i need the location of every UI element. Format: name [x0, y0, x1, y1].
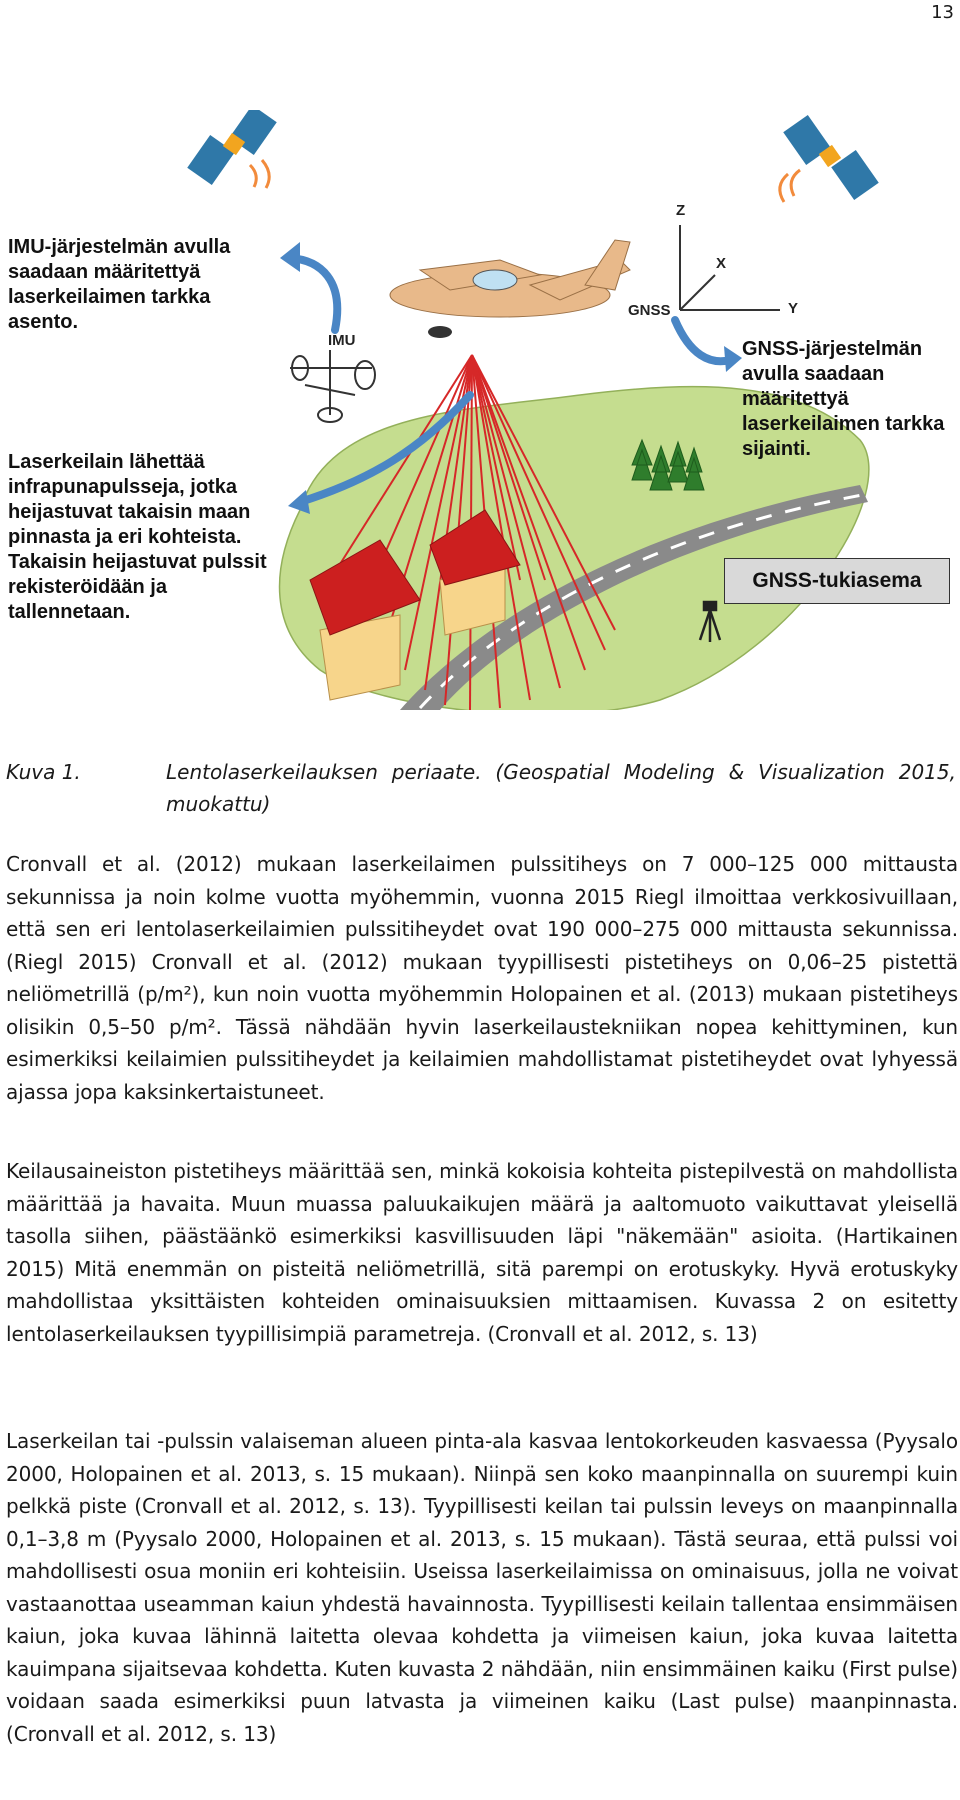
axis-system — [680, 225, 780, 310]
airplane — [390, 240, 630, 338]
satellite-right — [780, 115, 879, 202]
imu-gimbal — [290, 350, 375, 422]
page-number: 13 — [931, 2, 954, 23]
lidar-figure — [0, 110, 960, 710]
paragraph-3: Laserkeilan tai -pulssin valaiseman alueen pinta-ala kasvaa lentokorkeuden kasvaessa (Pyysalo 2000, Holopainen et al. 2013, s. 15 mukaan). Niinpä sen koko maanpinnalla on suurempi kuin pelkkä piste (Cronvall et al. 2012, s. 13). Tyypillisesti keilan tai pulssin leveys on maanpinnalla 0,1–3,8 m (Pyysalo 2000, Holopainen et al. 2013, s. 15 mukaan). Tästä seuraa, että pulssi voi mahdollisesti osua moniin eri kohteisiin. Useissa laserkeilaimissa on ominaisuus, jolla ne voivat vastaanottaa useamman kaiun yhdestä havainnosta. Tyypillisesti keilain tallentaa ensimmäisen kaiun, joka kuvaa lähinnä laitetta olevaa kohdetta ja viimeisen kaiun, joka kuvaa laitetta kauimpana sijaitsevaa kohdetta. Kuten kuvasta 2 nähdään, niin ensimmäinen kaiku (First pulse) voidaan saada esimerkiksi puun latvasta ja viimeinen kaiku (Last pulse) maanpinnasta. (Cronvall et al. 2012, s. 13) — [6, 1429, 958, 1746]
caption-text: Lentolaserkeilauksen periaate. (Geospatial Modeling & Visualization 2015, muokattu) — [166, 760, 956, 816]
axis-x-label: X — [716, 255, 727, 272]
axis-z-label: Z — [676, 202, 686, 219]
imu-description: IMU-järjestelmän avulla saadaan määritettyä laserkeilaimen tarkka asento. — [8, 236, 231, 333]
gnss-label: GNSS — [628, 302, 671, 319]
laser-description: Laserkeilain lähettää infrapunapulsseja, jotka heijastuvat takaisin maan pinnasta ja eri kohteista. Takaisin heijastuvat pulssit rekisteröidään ja tallennetaan. — [8, 451, 267, 623]
satellite-left — [187, 110, 277, 188]
imu-label: IMU — [328, 332, 356, 349]
axis-y-label: Y — [788, 300, 799, 317]
paragraph-1: Cronvall et al. (2012) mukaan laserkeilaimen pulssitiheys on 7 000–125 000 mittausta sekunnissa ja noin kolme vuotta myöhemmin, vuonna 2015 Riegl ilmoittaa verkkosivuillaan, että sen eri lentolaserkeilaimien pulssitiheydet ovat 190 000–275 000 mittausta sekunnissa. (Riegl 2015) Cronvall et al. (2012) mukaan tyypillisesti pistetiheys on 0,06–25 pistettä neliömetrillä (p/m²), kun noin vuotta myöhemmin Holopainen et al. (2013) mukaan pistetiheys olisikin 0,5–50 p/m². Tässä nähdään hyvin laserkeilaustekniikan nopea kehittyminen, kun esimerkiksi keilaimien pulssitiheydet ja keilaimien mahdollistamat pistetiheydet ovat lyhyessä ajassa jopa kaksinkertaistuneet. — [6, 852, 958, 1104]
base-station-label: GNSS-tukiasema — [724, 558, 950, 604]
paragraph-2: Keilausaineiston pistetiheys määrittää sen, minkä kokoisia kohteita pistepilvestä on mahdollista määrittää ja havaita. Muun muassa paluukaikujen määrä ja aaltomuoto vaikuttavat yleisellä tasolla siihen, päästäänkö esimerkiksi kasvillisuuden läpi "näkemään" asioita. (Hartikainen 2015) Mitä enemmän on pisteitä neliömetrillä, sitä parempi on erotuskyky. Hyvä erotuskyky mahdollistaa yksittäisten kohteiden ominaisuuksien mittaamisen. Kuvassa 2 on esitetty lentolaserkeilauksen tyypillisimpiä parametreja. (Cronvall et al. 2012, s. 13) — [6, 1159, 958, 1346]
gnss-description: GNSS-järjestelmän avulla saadaan määritettyä laserkeilaimen tarkka sijainti. — [742, 338, 945, 460]
caption-label: Kuva 1. — [6, 760, 81, 784]
